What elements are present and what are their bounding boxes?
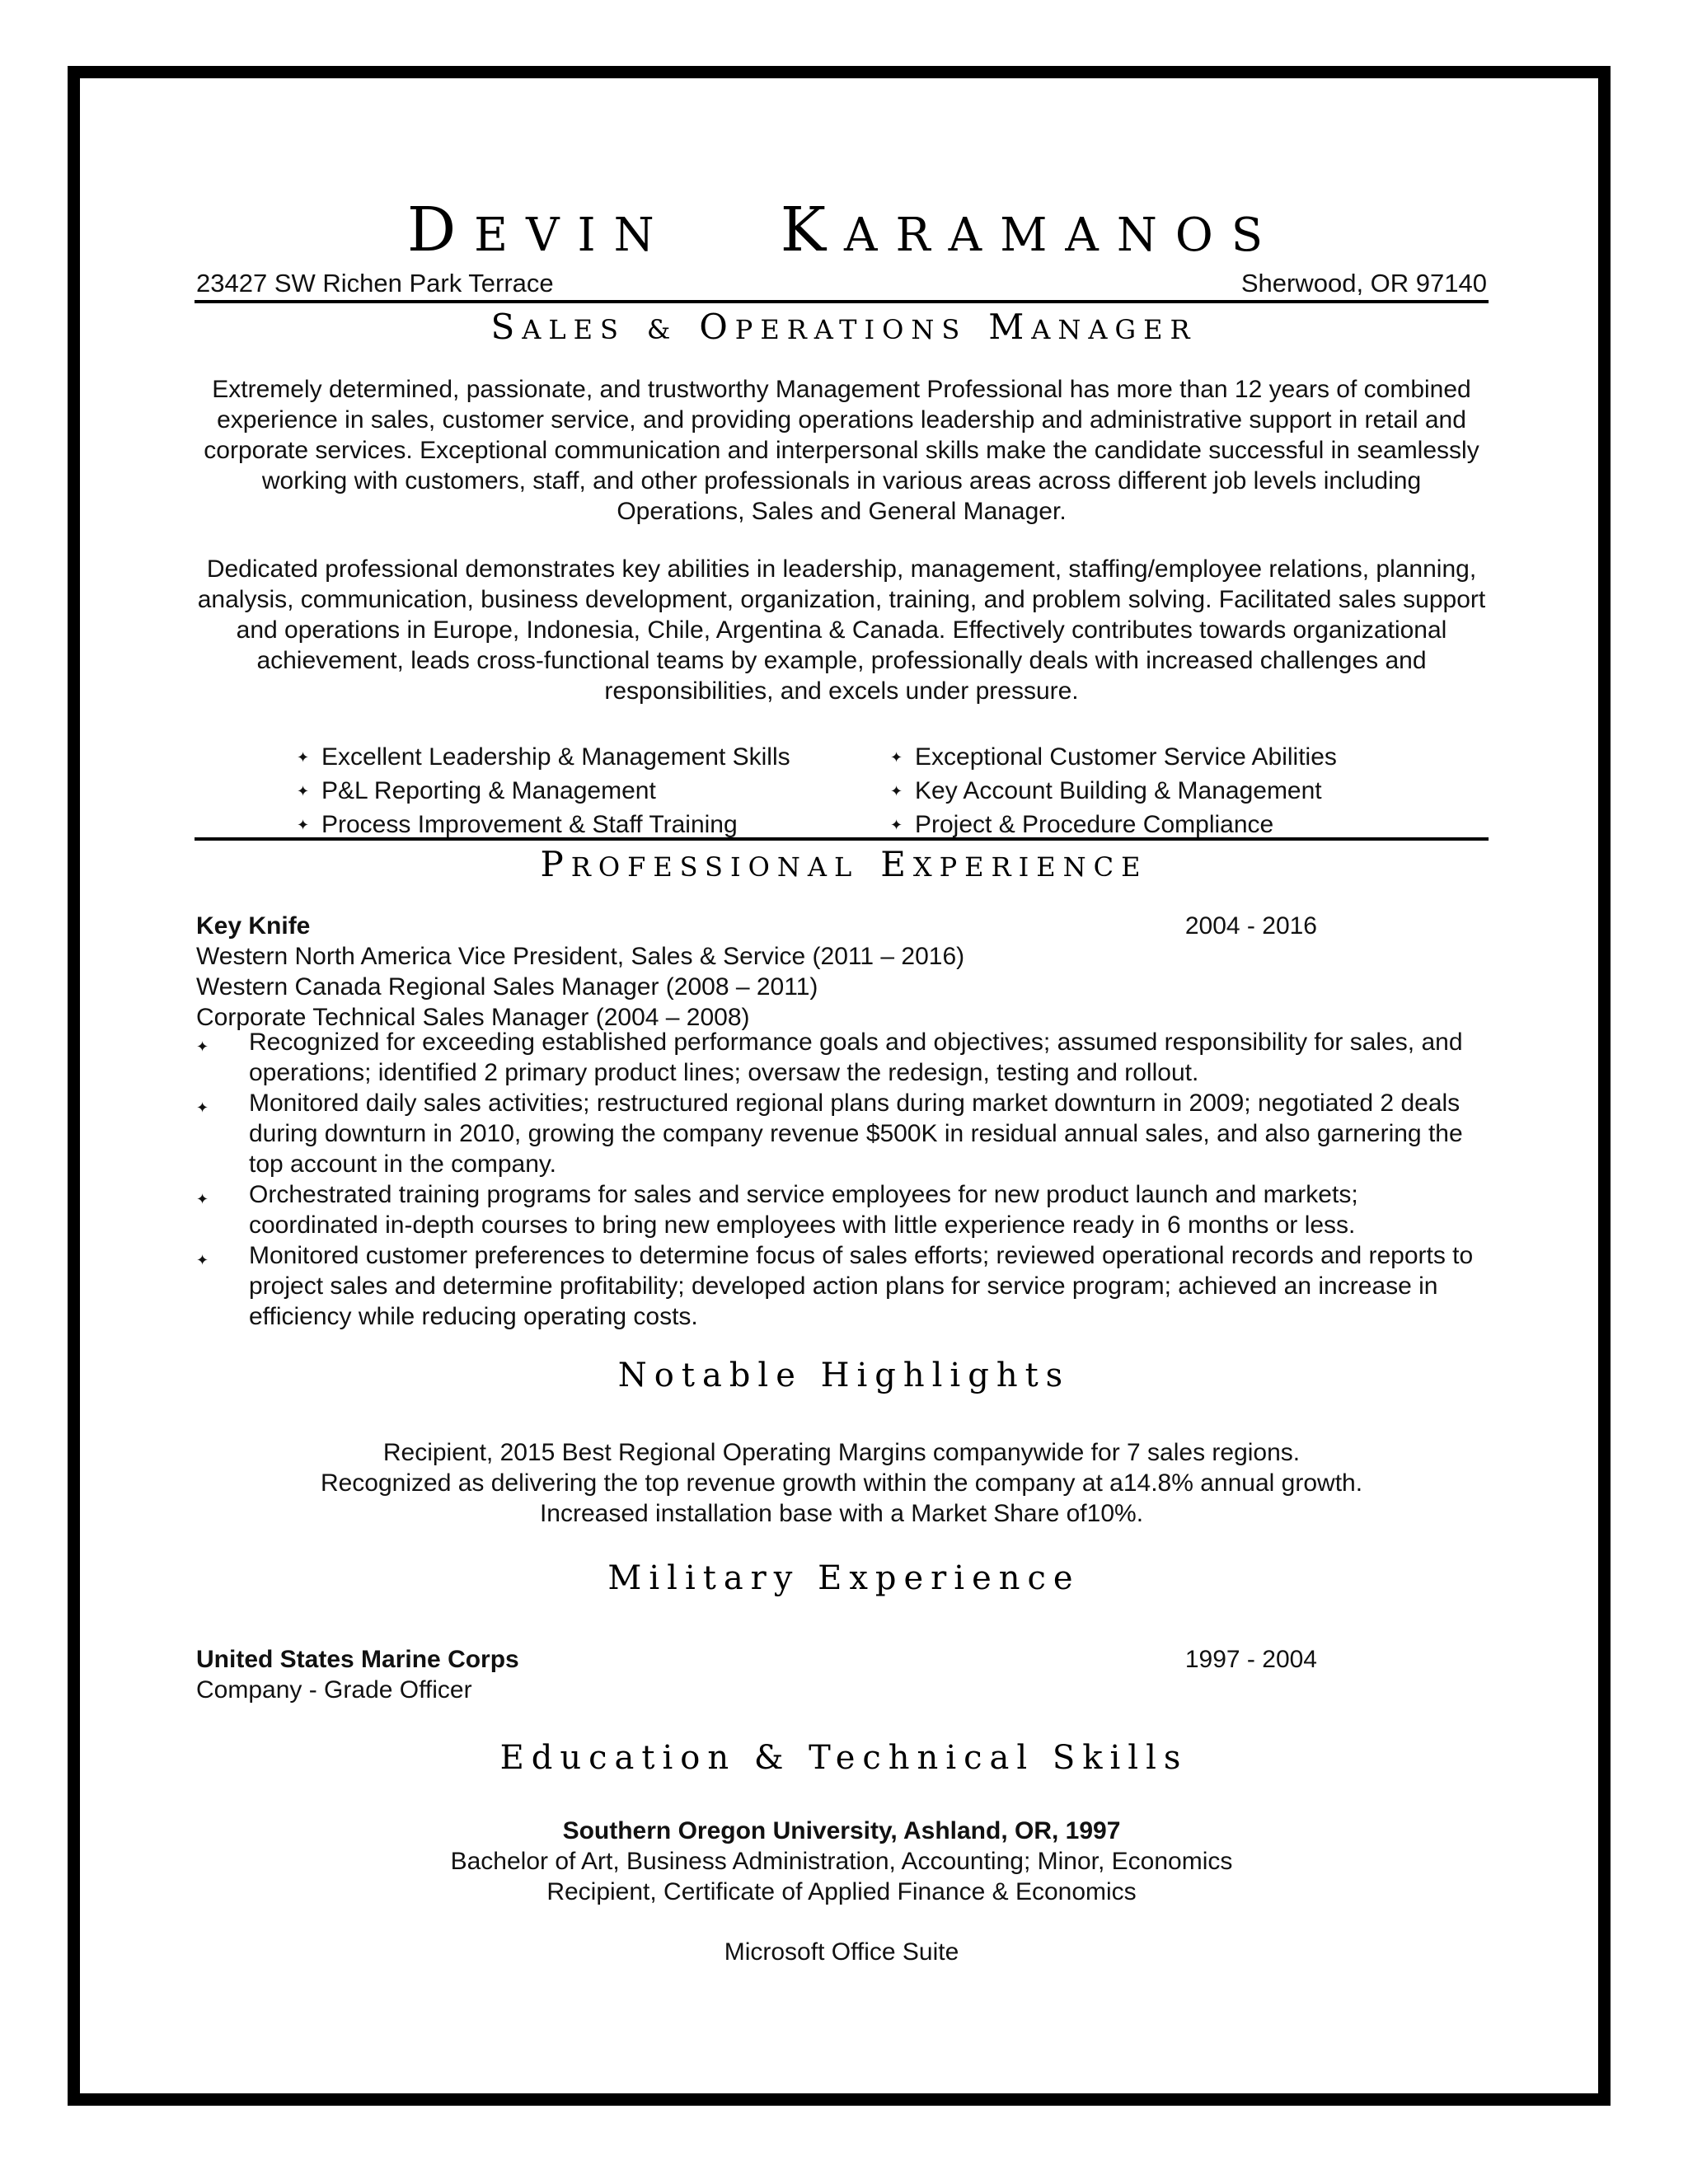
highlight-item: Recognized as delivering the top revenue growth within the company at a14.8% annual growth.	[320, 1469, 1363, 1497]
job-dates: 2004 - 2016	[1184, 912, 1317, 940]
four-point-star-icon: ✦	[297, 783, 310, 799]
company-name: Key Knife	[196, 912, 311, 940]
job-title-heading	[0, 307, 1688, 347]
skill-item: ✦ Project & Procedure Compliance	[890, 809, 1451, 843]
education-heading	[0, 1739, 1688, 1777]
skill-item: ✦ P&L Reporting & Management	[297, 776, 890, 809]
experience-title: PROFESSIONAL EXPERIENCE	[540, 844, 1148, 884]
header-divider	[195, 300, 1489, 303]
four-point-star-icon: ✦	[890, 783, 903, 799]
role-line: Corporate Technical Sales Manager (2004 – 2008)	[196, 1004, 750, 1031]
skill-item: ✦ Process Improvement & Staff Training	[297, 809, 890, 843]
four-point-star-icon: ✦	[297, 817, 310, 833]
experience-heading	[0, 844, 1688, 884]
skill-item: ✦ Exceptional Customer Service Abilities	[890, 742, 1451, 776]
street-address: 23427 SW Richen Park Terrace	[196, 269, 554, 298]
military-role: Company - Grade Officer	[196, 1676, 472, 1704]
highlight-item: Increased installation base with a Market Share of10%.	[539, 1500, 1144, 1527]
skills-list	[297, 742, 1451, 843]
four-point-star-icon: ✦	[196, 1038, 209, 1055]
software-line: Microsoft Office Suite	[724, 1938, 959, 1966]
candidate-name	[0, 194, 1688, 265]
experience-bullet: ✦ Orchestrated training programs for sales and service employees for new product launch and markets; coordinated in-depth courses to bring new employees with little experience ready in 6 months or less.	[196, 1181, 1358, 1239]
education-title: Education & Technical Skills	[499, 1739, 1189, 1777]
four-point-star-icon: ✦	[890, 817, 903, 833]
summary-paragraph-2: Dedicated professional demonstrates key abilities in leadership, management, staffing/employee relations, planning, analysis, communication, business development, organization, training, and problem solving. Facilitated sales support and operations in Europe, Indonesia, Chile, Argentina & Canada. Effectively contributes towards organizational achievement, leads cross-functional teams by example, professionally deals with increased challenges and responsibilities, and excels under pressure.	[197, 555, 1486, 705]
military-heading	[0, 1559, 1688, 1597]
degree-line: Bachelor of Art, Business Administration, Accounting; Minor, Economics	[450, 1848, 1233, 1875]
certificate-line: Recipient, Certificate of Applied Finance & Economics	[546, 1878, 1137, 1905]
name-first: DEVIN	[406, 194, 673, 265]
job-header	[196, 911, 1317, 941]
highlights-heading	[0, 1357, 1688, 1394]
experience-bullet: ✦ Monitored daily sales activities; restructured regional plans during market downturn in 2009; negotiated 2 deals during downturn in 2010, growing the company revenue $500K in residual annual sales, and also garnering the top account in the company.	[196, 1090, 1463, 1178]
job-title: SALES & OPERATIONS MANAGER	[490, 307, 1198, 347]
four-point-star-icon: ✦	[196, 1099, 209, 1116]
skill-item: ✦ Key Account Building & Management	[890, 776, 1451, 809]
highlights-title: Notable Highlights	[617, 1357, 1071, 1394]
four-point-star-icon: ✦	[196, 1191, 209, 1207]
role-line: Western Canada Regional Sales Manager (2008 – 2011)	[196, 973, 818, 1001]
military-title: Military Experience	[607, 1559, 1081, 1597]
highlight-item: Recipient, 2015 Best Regional Operating Margins companywide for 7 sales regions.	[382, 1439, 1301, 1466]
experience-bullet: ✦ Monitored customer preferences to determine focus of sales efforts; reviewed operational records and reports to project sales and determine profitability; developed action plans for service program; achieved an increase in efficiency while reducing operating costs.	[196, 1242, 1474, 1330]
summary-paragraph-1: Extremely determined, passionate, and trustworthy Management Professional has more than 12 years of combined experience in sales, customer service, and providing operations leadership and administrative support in retail and corporate services. Exceptional communication and interpersonal skills make the candidate successful in seamlessly working with customers, staff, and other professionals in various areas across different job levels including Operations, Sales and General Manager.	[204, 376, 1479, 525]
name-last: KARAMANOS	[780, 194, 1282, 265]
address-row	[196, 269, 1487, 298]
military-org: United States Marine Corps	[196, 1646, 519, 1673]
experience-bullets	[196, 1027, 1490, 1332]
experience-divider	[195, 837, 1489, 841]
military-header	[196, 1644, 1317, 1675]
role-line: Western North America Vice President, Sales & Service (2011 – 2016)	[196, 943, 965, 970]
four-point-star-icon: ✦	[196, 1252, 209, 1268]
experience-bullet: ✦ Recognized for exceeding established performance goals and objectives; assumed responsibility for sales, and operations; identified 2 primary product lines; oversaw the redesign, testing and rollout.	[196, 1029, 1463, 1086]
four-point-star-icon: ✦	[890, 749, 903, 766]
four-point-star-icon: ✦	[297, 749, 310, 766]
city-state-zip: Sherwood, OR 97140	[1240, 269, 1487, 298]
school-line: Southern Oregon University, Ashland, OR, 1997	[562, 1817, 1121, 1844]
military-dates: 1997 - 2004	[1184, 1646, 1317, 1673]
skill-item: ✦ Excellent Leadership & Management Skills	[297, 742, 890, 776]
